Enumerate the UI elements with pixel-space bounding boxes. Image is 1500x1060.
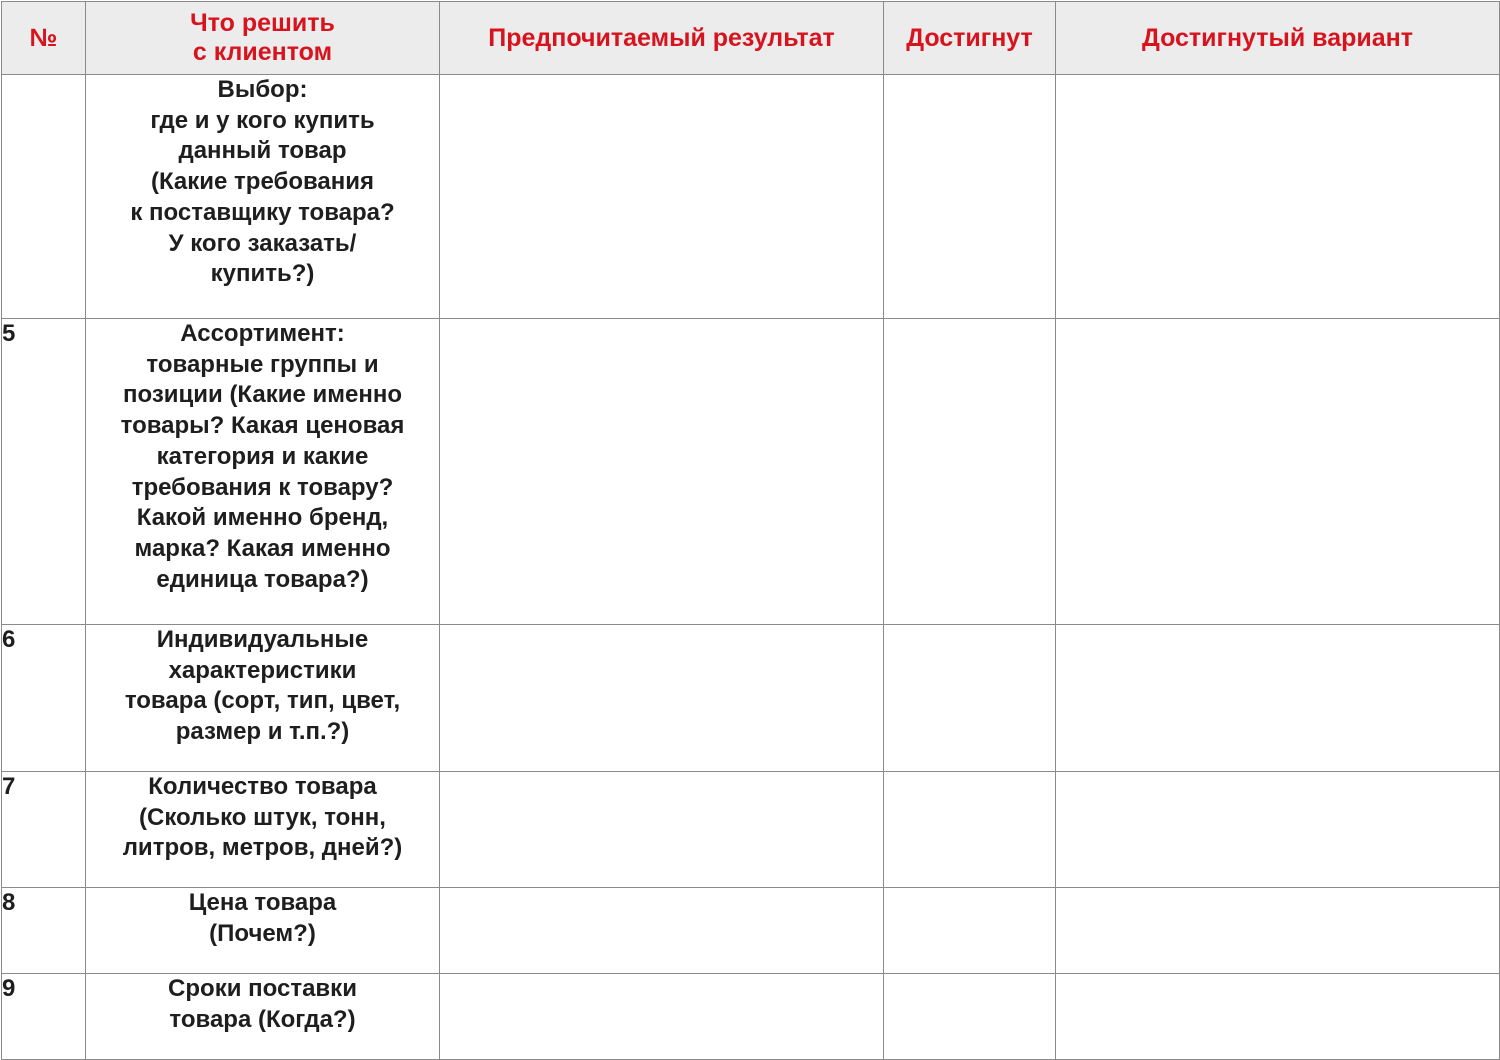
header-row <box>2 2 1500 75</box>
preferred-result-cell[interactable] <box>440 75 884 319</box>
row-number: 9 <box>2 974 86 1060</box>
achieved-cell[interactable] <box>884 974 1056 1060</box>
preferred-result-cell[interactable] <box>440 888 884 974</box>
achieved-variant-cell[interactable] <box>1056 75 1500 319</box>
table-row <box>2 75 1500 319</box>
row-number: 6 <box>2 625 86 772</box>
achieved-variant-cell[interactable] <box>1056 974 1500 1060</box>
row-question: Количество товара (Сколько штук, тонн, литров, метров, дней?) <box>86 772 440 888</box>
row-number <box>2 75 86 319</box>
achieved-cell[interactable] <box>884 319 1056 625</box>
row-question: Выбор: где и у кого купить данный товар (Какие требования к поставщику товара? У кого заказать/ купить?) <box>86 75 440 319</box>
achieved-cell[interactable] <box>884 75 1056 319</box>
achieved-variant-cell[interactable] <box>1056 888 1500 974</box>
header-preferred-result: Предпочитаемый результат <box>440 2 884 75</box>
achieved-cell[interactable] <box>884 772 1056 888</box>
row-question: Цена товара (Почем?) <box>86 888 440 974</box>
row-question: Ассортимент: товарные группы и позиции (Какие именно товары? Какая ценовая категория и какие требования к товару? Какой именно бренд, марка? Какая именно единица товара?) <box>86 319 440 625</box>
table-row <box>2 888 1500 974</box>
preferred-result-cell[interactable] <box>440 319 884 625</box>
row-question: Сроки поставки товара (Когда?) <box>86 974 440 1060</box>
table-row <box>2 625 1500 772</box>
row-number: 8 <box>2 888 86 974</box>
header-achieved-variant: Достигнутый вариант <box>1056 2 1500 75</box>
row-question: Индивидуальные характеристики товара (сорт, тип, цвет, размер и т.п.?) <box>86 625 440 772</box>
preferred-result-cell[interactable] <box>440 625 884 772</box>
client-decision-table <box>1 1 1500 1060</box>
achieved-variant-cell[interactable] <box>1056 625 1500 772</box>
header-what-to-decide: Что решить с клиентом <box>86 2 440 75</box>
preferred-result-cell[interactable] <box>440 772 884 888</box>
preferred-result-cell[interactable] <box>440 974 884 1060</box>
achieved-cell[interactable] <box>884 625 1056 772</box>
achieved-cell[interactable] <box>884 888 1056 974</box>
table-row <box>2 974 1500 1060</box>
header-achieved: Достигнут <box>884 2 1056 75</box>
table-row <box>2 772 1500 888</box>
row-number: 5 <box>2 319 86 625</box>
achieved-variant-cell[interactable] <box>1056 319 1500 625</box>
table-row <box>2 319 1500 625</box>
row-number: 7 <box>2 772 86 888</box>
header-number: № <box>2 2 86 75</box>
achieved-variant-cell[interactable] <box>1056 772 1500 888</box>
